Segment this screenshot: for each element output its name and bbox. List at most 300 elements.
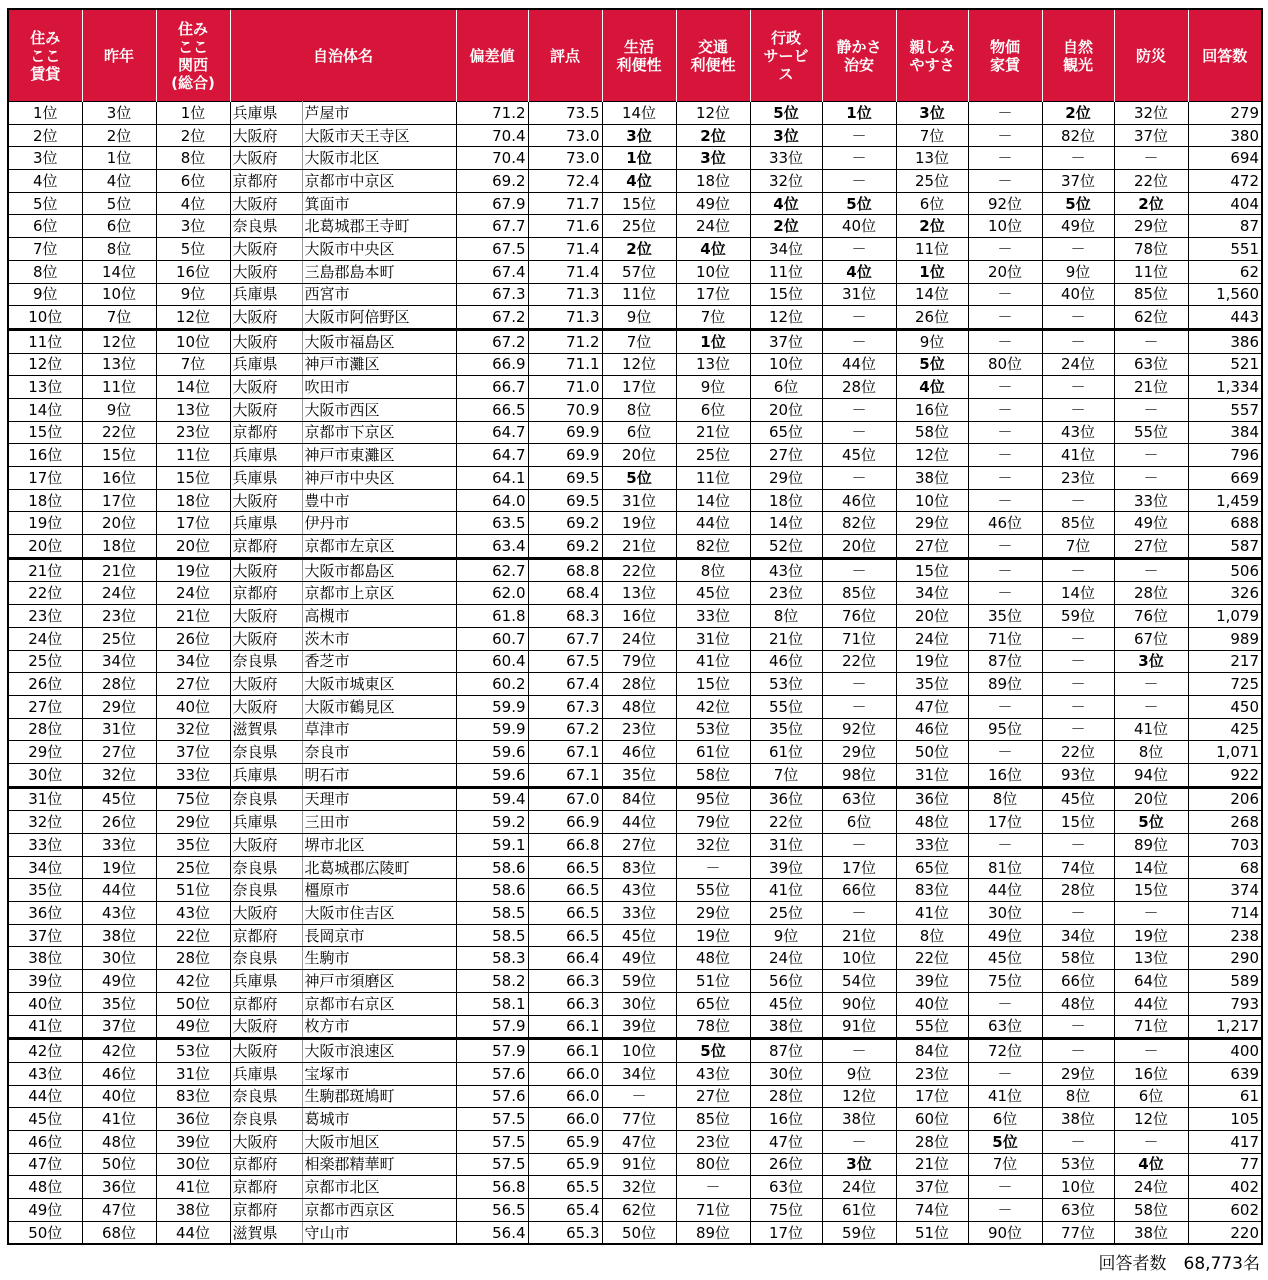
header-transport-convenience: 交通 利便性 [676,9,750,102]
cell-friendly: 19位 [896,650,968,673]
table-row [8,811,1262,834]
cell-responses: 425 [1188,718,1262,741]
cell-nature: 23位 [1042,467,1114,490]
cell-deviation: 67.7 [456,215,528,238]
cell-rank: 9位 [8,283,82,306]
cell-disaster: 55位 [1114,421,1188,444]
cell-rank: 20位 [8,535,82,559]
cell-quiet: － [822,1130,896,1153]
cell-rank: 27位 [8,695,82,718]
cell-rank: 43位 [8,1062,82,1085]
cell-prefecture: 兵庫県 [230,444,302,467]
cell-kansai-rank: 32位 [156,718,230,741]
cell-admin: 32位 [750,170,822,193]
cell-living: 46位 [602,741,676,764]
cell-nature: 59位 [1042,605,1114,628]
cell-nature: － [1042,650,1114,673]
cell-kansai-rank: 2位 [156,124,230,147]
cell-disaster: 89位 [1114,834,1188,857]
cell-admin: 14位 [750,512,822,535]
cell-admin: 28位 [750,1085,822,1108]
header-rank-rent: 住み ここ 賃貸 [8,9,82,102]
cell-transport: 18位 [676,170,750,193]
cell-score: 66.5 [528,902,602,925]
cell-responses: 380 [1188,124,1262,147]
cell-last-year: 50位 [82,1153,156,1176]
cell-prices: 49位 [968,924,1042,947]
cell-last-year: 17位 [82,489,156,512]
cell-prefecture: 奈良県 [230,215,302,238]
cell-deviation: 59.4 [456,787,528,811]
cell-responses: 694 [1188,147,1262,170]
cell-prefecture: 大阪府 [230,489,302,512]
cell-kansai-rank: 3位 [156,215,230,238]
cell-kansai-rank: 35位 [156,834,230,857]
cell-deviation: 62.0 [456,582,528,605]
cell-municipality: 西宮市 [302,283,456,306]
cell-friendly: 25位 [896,170,968,193]
cell-admin: 63位 [750,1176,822,1199]
cell-deviation: 64.7 [456,421,528,444]
cell-friendly: 10位 [896,489,968,512]
cell-nature: － [1042,238,1114,261]
cell-prefecture: 奈良県 [230,947,302,970]
table-row [8,1176,1262,1199]
cell-municipality: 宝塚市 [302,1062,456,1085]
cell-municipality: 大阪市鶴見区 [302,695,456,718]
cell-quiet: － [822,124,896,147]
cell-admin: 8位 [750,605,822,628]
cell-admin: 52位 [750,535,822,559]
cell-score: 71.1 [528,353,602,376]
cell-quiet: － [822,306,896,330]
cell-transport: 32位 [676,834,750,857]
cell-kansai-rank: 39位 [156,1130,230,1153]
header-deviation-value: 偏差値 [456,9,528,102]
cell-prices: － [968,467,1042,490]
cell-admin: 45位 [750,992,822,1015]
cell-admin: 65位 [750,421,822,444]
cell-living: 23位 [602,718,676,741]
table-row [8,1015,1262,1039]
cell-municipality: 生駒市 [302,947,456,970]
cell-kansai-rank: 28位 [156,947,230,970]
cell-friendly: 27位 [896,535,968,559]
table-row [8,718,1262,741]
cell-deviation: 57.6 [456,1085,528,1108]
cell-prices: 89位 [968,673,1042,696]
cell-rank: 22位 [8,582,82,605]
cell-quiet: 63位 [822,787,896,811]
cell-kansai-rank: 25位 [156,856,230,879]
cell-municipality: 生駒郡斑鳩町 [302,1085,456,1108]
table-row [8,215,1262,238]
cell-transport: 27位 [676,1085,750,1108]
cell-living: 49位 [602,947,676,970]
cell-friendly: 9位 [896,329,968,353]
cell-score: 66.0 [528,1062,602,1085]
cell-last-year: 15位 [82,444,156,467]
cell-disaster: 76位 [1114,605,1188,628]
cell-municipality: 大阪市都島区 [302,558,456,582]
cell-disaster: 6位 [1114,1085,1188,1108]
cell-quiet: 24位 [822,1176,896,1199]
cell-nature: 14位 [1042,582,1114,605]
cell-quiet: 46位 [822,489,896,512]
cell-kansai-rank: 50位 [156,992,230,1015]
cell-transport: 61位 [676,741,750,764]
cell-rank: 32位 [8,811,82,834]
cell-disaster: 12位 [1114,1108,1188,1131]
cell-last-year: 24位 [82,582,156,605]
cell-prefecture: 大阪府 [230,1015,302,1039]
cell-admin: 18位 [750,489,822,512]
cell-score: 71.4 [528,260,602,283]
cell-friendly: 23位 [896,1062,968,1085]
cell-prefecture: 大阪府 [230,627,302,650]
cell-living: 25位 [602,215,676,238]
cell-score: 68.8 [528,558,602,582]
cell-deviation: 57.9 [456,1015,528,1039]
cell-deviation: 67.3 [456,283,528,306]
cell-prefecture: 大阪府 [230,329,302,353]
cell-quiet: 3位 [822,1153,896,1176]
cell-score: 67.0 [528,787,602,811]
cell-transport: 80位 [676,1153,750,1176]
cell-rank: 48位 [8,1176,82,1199]
cell-rank: 21位 [8,558,82,582]
cell-quiet: 12位 [822,1085,896,1108]
cell-admin: 26位 [750,1153,822,1176]
cell-municipality: 長岡京市 [302,924,456,947]
cell-nature: 8位 [1042,1085,1114,1108]
table-row [8,1221,1262,1244]
table-row [8,1108,1262,1131]
cell-prefecture: 兵庫県 [230,283,302,306]
cell-responses: 450 [1188,695,1262,718]
cell-prices: 46位 [968,512,1042,535]
cell-prefecture: 滋賀県 [230,1221,302,1244]
cell-score: 66.5 [528,856,602,879]
cell-living: 14位 [602,102,676,125]
cell-transport: 15位 [676,673,750,696]
cell-rank: 10位 [8,306,82,330]
cell-last-year: 5位 [82,192,156,215]
table-header [8,9,1262,102]
cell-municipality: 大阪市天王寺区 [302,124,456,147]
cell-score: 66.1 [528,1039,602,1063]
cell-admin: 30位 [750,1062,822,1085]
cell-transport: 79位 [676,811,750,834]
cell-municipality: 天理市 [302,787,456,811]
cell-municipality: 大阪市北区 [302,147,456,170]
cell-nature: 15位 [1042,811,1114,834]
cell-quiet: 4位 [822,260,896,283]
cell-kansai-rank: 37位 [156,741,230,764]
cell-municipality: 大阪市浪速区 [302,1039,456,1063]
cell-disaster: 41位 [1114,718,1188,741]
table-row [8,467,1262,490]
cell-friendly: 3位 [896,102,968,125]
cell-admin: 4位 [750,192,822,215]
cell-score: 69.2 [528,535,602,559]
cell-prefecture: 兵庫県 [230,970,302,993]
cell-deviation: 58.5 [456,902,528,925]
cell-admin: 23位 [750,582,822,605]
cell-score: 66.5 [528,879,602,902]
header-rank-kansai-overall: 住み ここ 関西 (総合) [156,9,230,102]
cell-prices: － [968,124,1042,147]
cell-deviation: 60.2 [456,673,528,696]
cell-quiet: － [822,902,896,925]
cell-living: 47位 [602,1130,676,1153]
cell-admin: 24位 [750,947,822,970]
table-row [8,650,1262,673]
cell-friendly: 8位 [896,924,968,947]
cell-rank: 31位 [8,787,82,811]
cell-nature: 85位 [1042,512,1114,535]
cell-disaster: 94位 [1114,763,1188,787]
cell-last-year: 36位 [82,1176,156,1199]
cell-last-year: 9位 [82,398,156,421]
cell-score: 66.9 [528,811,602,834]
cell-prices: 41位 [968,1085,1042,1108]
table-row [8,1130,1262,1153]
cell-quiet: － [822,558,896,582]
cell-last-year: 23位 [82,605,156,628]
cell-transport: 95位 [676,787,750,811]
table-row [8,421,1262,444]
cell-nature: 7位 [1042,535,1114,559]
cell-nature: － [1042,718,1114,741]
cell-living: 11位 [602,283,676,306]
cell-responses: 384 [1188,421,1262,444]
cell-prices: 10位 [968,215,1042,238]
cell-prices: － [968,992,1042,1015]
cell-deviation: 59.2 [456,811,528,834]
cell-admin: 25位 [750,902,822,925]
cell-prefecture: 大阪府 [230,398,302,421]
cell-prefecture: 奈良県 [230,787,302,811]
cell-living: 15位 [602,192,676,215]
cell-quiet: 92位 [822,718,896,741]
cell-friendly: 17位 [896,1085,968,1108]
cell-last-year: 30位 [82,947,156,970]
cell-kansai-rank: 44位 [156,1221,230,1244]
cell-disaster: 14位 [1114,856,1188,879]
cell-last-year: 19位 [82,856,156,879]
cell-responses: 1,217 [1188,1015,1262,1039]
cell-disaster: － [1114,398,1188,421]
cell-disaster: 19位 [1114,924,1188,947]
cell-rank: 36位 [8,902,82,925]
cell-deviation: 58.6 [456,879,528,902]
cell-transport: 43位 [676,1062,750,1085]
cell-quiet: － [822,467,896,490]
cell-living: 3位 [602,124,676,147]
cell-admin: 55位 [750,695,822,718]
cell-living: 2位 [602,238,676,261]
cell-disaster: － [1114,329,1188,353]
cell-nature: － [1042,147,1114,170]
cell-deviation: 60.7 [456,627,528,650]
cell-prefecture: 大阪府 [230,673,302,696]
cell-rank: 1位 [8,102,82,125]
cell-rank: 46位 [8,1130,82,1153]
cell-friendly: 13位 [896,147,968,170]
cell-deviation: 57.5 [456,1130,528,1153]
cell-transport: 11位 [676,467,750,490]
cell-kansai-rank: 29位 [156,811,230,834]
cell-disaster: － [1114,1039,1188,1063]
cell-friendly: 50位 [896,741,968,764]
cell-prefecture: 京都府 [230,1153,302,1176]
cell-admin: 6位 [750,376,822,399]
cell-quiet: － [822,695,896,718]
cell-living: 19位 [602,512,676,535]
cell-admin: 12位 [750,306,822,330]
cell-deviation: 56.8 [456,1176,528,1199]
cell-score: 68.4 [528,582,602,605]
cell-friendly: 47位 [896,695,968,718]
cell-nature: － [1042,329,1114,353]
cell-municipality: 京都市右京区 [302,992,456,1015]
cell-transport: 21位 [676,421,750,444]
cell-score: 66.0 [528,1108,602,1131]
cell-disaster: 85位 [1114,283,1188,306]
cell-rank: 35位 [8,879,82,902]
table-row [8,947,1262,970]
cell-prefecture: 大阪府 [230,192,302,215]
cell-score: 65.9 [528,1130,602,1153]
cell-last-year: 34位 [82,650,156,673]
cell-transport: 23位 [676,1130,750,1153]
cell-quiet: 54位 [822,970,896,993]
cell-nature: 82位 [1042,124,1114,147]
cell-living: 44位 [602,811,676,834]
cell-rank: 7位 [8,238,82,261]
cell-score: 71.4 [528,238,602,261]
cell-disaster: 71位 [1114,1015,1188,1039]
cell-quiet: － [822,398,896,421]
table-row [8,283,1262,306]
cell-municipality: 大阪市福島区 [302,329,456,353]
cell-friendly: 48位 [896,811,968,834]
cell-friendly: 5位 [896,353,968,376]
cell-kansai-rank: 16位 [156,260,230,283]
cell-quiet: 90位 [822,992,896,1015]
table-row [8,1153,1262,1176]
cell-disaster: － [1114,467,1188,490]
cell-responses: 217 [1188,650,1262,673]
cell-last-year: 41位 [82,1108,156,1131]
cell-prefecture: 京都府 [230,535,302,559]
cell-kansai-rank: 18位 [156,489,230,512]
cell-rank: 12位 [8,353,82,376]
cell-rank: 16位 [8,444,82,467]
cell-municipality: 京都市西京区 [302,1199,456,1222]
cell-deviation: 58.5 [456,924,528,947]
cell-rank: 41位 [8,1015,82,1039]
cell-nature: 10位 [1042,1176,1114,1199]
cell-prices: 72位 [968,1039,1042,1063]
cell-admin: 7位 [750,763,822,787]
cell-friendly: 37位 [896,1176,968,1199]
cell-municipality: 葛城市 [302,1108,456,1131]
cell-transport: 89位 [676,1221,750,1244]
cell-quiet: 91位 [822,1015,896,1039]
cell-score: 66.4 [528,947,602,970]
cell-responses: 105 [1188,1108,1262,1131]
cell-municipality: 神戸市東灘区 [302,444,456,467]
cell-prices: － [968,1199,1042,1222]
cell-nature: 2位 [1042,102,1114,125]
cell-prefecture: 京都府 [230,1176,302,1199]
cell-responses: 402 [1188,1176,1262,1199]
cell-prices: － [968,489,1042,512]
cell-prefecture: 京都府 [230,992,302,1015]
header-quiet-safety: 静かさ 治安 [822,9,896,102]
cell-transport: 65位 [676,992,750,1015]
table-row [8,627,1262,650]
cell-disaster: 11位 [1114,260,1188,283]
table-row [8,605,1262,628]
cell-living: 20位 [602,444,676,467]
cell-last-year: 49位 [82,970,156,993]
cell-transport: 8位 [676,558,750,582]
cell-admin: 27位 [750,444,822,467]
cell-responses: 374 [1188,879,1262,902]
cell-living: 22位 [602,558,676,582]
cell-transport: 4位 [676,238,750,261]
cell-score: 66.3 [528,970,602,993]
cell-transport: 49位 [676,192,750,215]
cell-quiet: 98位 [822,763,896,787]
cell-rank: 24位 [8,627,82,650]
cell-disaster: － [1114,147,1188,170]
cell-rank: 29位 [8,741,82,764]
cell-prices: － [968,1062,1042,1085]
cell-living: 39位 [602,1015,676,1039]
cell-kansai-rank: 13位 [156,398,230,421]
cell-nature: 77位 [1042,1221,1114,1244]
cell-score: 69.5 [528,489,602,512]
cell-municipality: 草津市 [302,718,456,741]
cell-rank: 42位 [8,1039,82,1063]
cell-transport: 6位 [676,398,750,421]
cell-rank: 13位 [8,376,82,399]
cell-transport: 55位 [676,879,750,902]
table-row [8,1062,1262,1085]
cell-responses: 62 [1188,260,1262,283]
cell-last-year: 42位 [82,1039,156,1063]
ranking-table [7,8,1263,1245]
cell-prices: － [968,238,1042,261]
cell-municipality: 北葛城郡王寺町 [302,215,456,238]
cell-deviation: 67.2 [456,329,528,353]
cell-score: 66.8 [528,834,602,857]
cell-last-year: 21位 [82,558,156,582]
cell-municipality: 大阪市城東区 [302,673,456,696]
cell-deviation: 64.1 [456,467,528,490]
cell-nature: 40位 [1042,283,1114,306]
table-row [8,834,1262,857]
cell-responses: 206 [1188,787,1262,811]
cell-quiet: 10位 [822,947,896,970]
cell-nature: 66位 [1042,970,1114,993]
cell-nature: 74位 [1042,856,1114,879]
cell-admin: 39位 [750,856,822,879]
